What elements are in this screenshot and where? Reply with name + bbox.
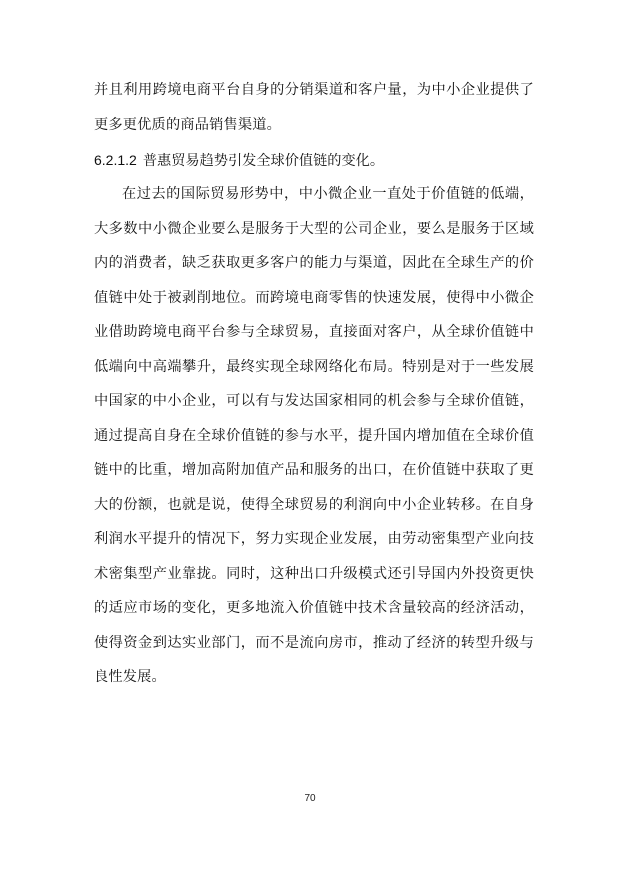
paragraph-line-2: 大多数中小微企业要么是服务于大型的公司企业，要么是服务于区域 (94, 221, 534, 237)
section-title: 普惠贸易趋势引发全球价值链的变化。 (142, 153, 385, 169)
page-number: 70 (304, 793, 316, 804)
paragraph-line-3: 内的消费者，缺乏获取更多客户的能力与渠道，因此在全球生产的价 (94, 255, 534, 271)
continuation-line-2: 更多更优质的商品销售渠道。 (94, 117, 282, 133)
paragraph-line-1: 在过去的国际贸易形势中，中小微企业一直处于价值链的低端， (122, 186, 534, 202)
paragraph-line-11: 利润水平提升的情况下，努力实现企业发展，由劳动密集型产业向技 (94, 531, 534, 547)
paragraph-line-6: 低端向中高端攀升，最终实现全球网络化布局。特别是对于一些发展 (94, 359, 534, 375)
paragraph-line-5: 业借助跨境电商平台参与全球贸易，直接面对客户，从全球价值链中 (94, 324, 534, 340)
paragraph-line-13: 的适应市场的变化，更多地流入价值链中技术含量较高的经济活动， (94, 600, 534, 616)
paragraph-line-14: 使得资金到达实业部门，而不是流向房市，推动了经济的转型升级与 (94, 635, 534, 651)
section-number: 6.2.1.2 (94, 152, 137, 168)
paragraph-line-8: 通过提高自身在全球价值链的参与水平，提升国内增加值在全球价值 (94, 428, 534, 444)
paragraph-line-12: 术密集型产业靠拢。同时，这种出口升级模式还引导国内外投资更快 (94, 566, 534, 582)
paragraph-line-9: 链中的比重，增加高附加值产品和服务的出口，在价值链中获取了更 (94, 462, 534, 478)
paragraph-line-15: 良性发展。 (94, 669, 166, 685)
paragraph-line-4: 值链中处于被剥削地位。而跨境电商零售的快速发展，使得中小微企 (94, 290, 534, 306)
paragraph-line-7: 中国家的中小企业，可以有与发达国家相同的机会参与全球价值链， (94, 393, 534, 409)
paragraph-line-10: 大的份额，也就是说，使得全球贸易的利润向中小企业转移。在自身 (94, 497, 534, 513)
continuation-line-1: 并且利用跨境电商平台自身的分销渠道和客户量，为中小企业提供了 (94, 82, 534, 98)
section-heading (94, 150, 384, 171)
